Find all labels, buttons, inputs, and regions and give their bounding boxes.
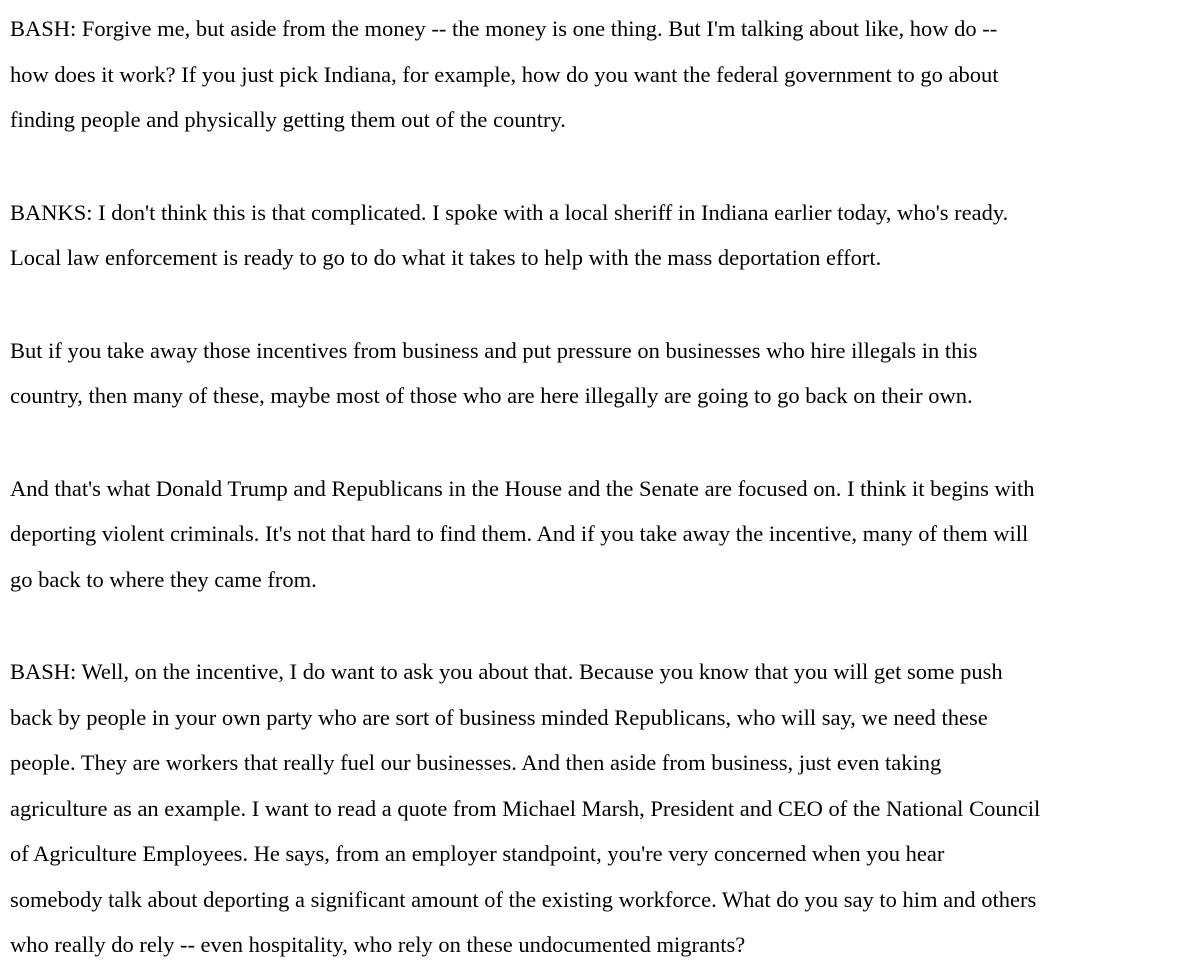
text-line: BASH: Forgive me, but aside from the money -- the money is one thing. But I'm talking about like, how do -- [10,16,998,41]
text-line: Local law enforcement is ready to go to do what it takes to help with the mass deportation effort. [10,245,882,270]
text-line: people. They are workers that really fuel our businesses. And then aside from business, just even taking [10,750,942,775]
transcript-paragraph [10,466,1200,603]
text-line: finding people and physically getting them out of the country. [10,107,566,132]
text-line: BASH: Well, on the incentive, I do want to ask you about that. Because you know that you will get some push [10,659,1003,684]
text-line: who really do rely -- even hospitality, who rely on these undocumented migrants? [10,932,746,957]
transcript-paragraph [10,6,1200,143]
text-line: of Agriculture Employees. He says, from an employer standpoint, you're very concerned when you hear [10,841,945,866]
text-line: go back to where they came from. [10,566,317,592]
text-line: country, then many of these, maybe most of those who are here illegally are going to go back on their own. [10,383,973,408]
text-line: deporting violent criminals. It's not that hard to find them. And if you take away the incentive, many of them will [10,521,1029,546]
text-line: But if you take away those incentives from business and put pressure on businesses who hire illegals in this [10,337,978,363]
text-line: back by people in your own party who are sort of business minded Republicans, who will say, we need these [10,704,988,730]
transcript-paragraph [10,649,1200,968]
text-line: somebody talk about deporting a significant amount of the existing workforce. What do you say to him and others [10,886,1037,912]
text-line: BANKS: I don't think this is that complicated. I spoke with a local sheriff in Indiana earlier today, who's ready. [10,199,1009,225]
text-line: And that's what Donald Trump and Republicans in the House and the Senate are focused on. I think it begins with [10,475,1035,501]
transcript-paragraph [10,328,1200,419]
text-line: how does it work? If you just pick Indiana, for example, how do you want the federal government to go about [10,61,999,87]
text-line: agriculture as an example. I want to read a quote from Michael Marsh, President and CEO of the National Council [10,795,1041,821]
transcript-paragraph [10,190,1200,281]
